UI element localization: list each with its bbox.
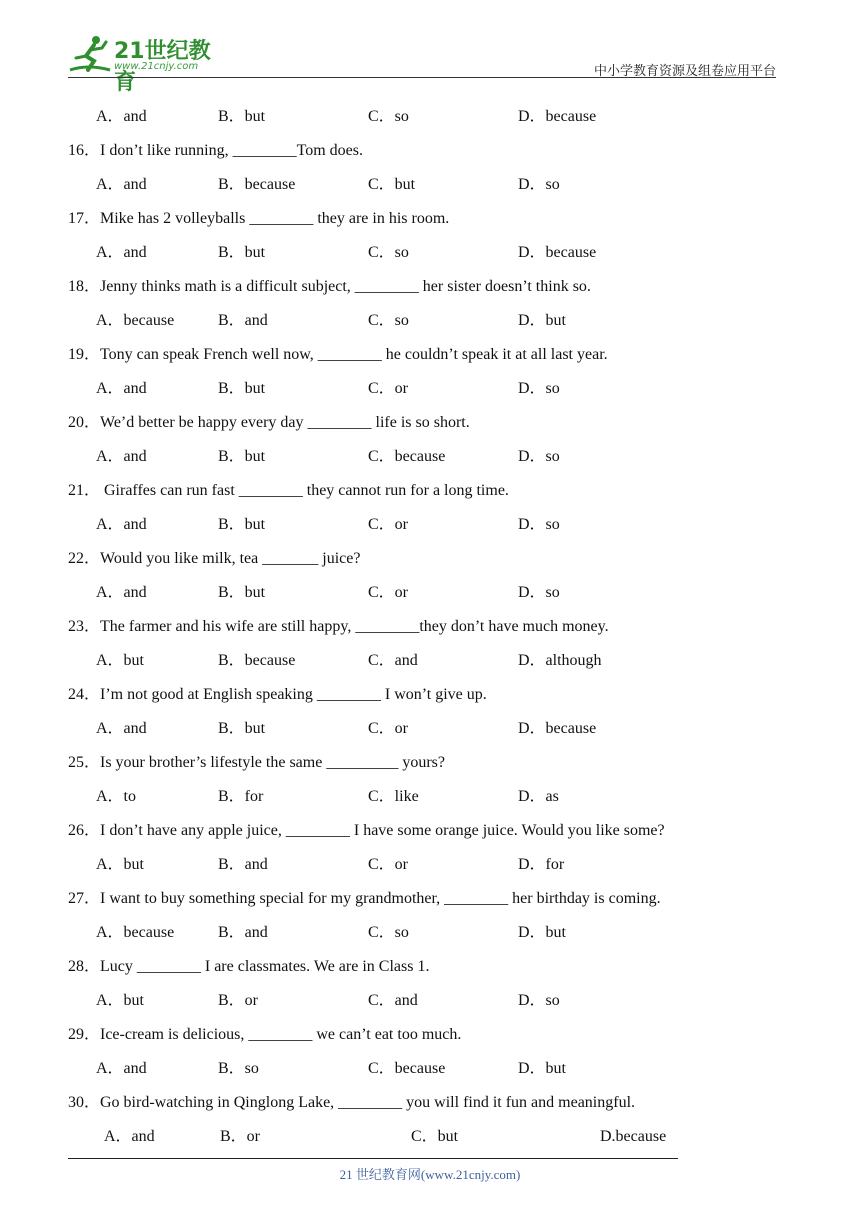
header-platform-text: 中小学教育资源及组卷应用平台	[593, 64, 776, 79]
option-a: A．and	[96, 584, 147, 601]
option-a: A．and	[96, 516, 147, 533]
option-d: D．because	[518, 108, 597, 125]
option-c: C．like	[368, 788, 419, 805]
option-d: D．but	[518, 1060, 567, 1077]
option-b: B．but	[218, 448, 266, 465]
option-a: A．and	[96, 108, 147, 125]
option-a: A．to	[96, 788, 137, 805]
option-a: A．because	[96, 924, 175, 941]
question-text: 23．The farmer and his wife are still happy, ________they don’t have much money.	[68, 618, 609, 635]
option-a: A．but	[96, 856, 145, 873]
question-text: 27．I want to buy something special for my grandmother, ________ her birthday is coming.	[68, 890, 661, 907]
option-b: B．or	[218, 992, 259, 1009]
header-divider	[68, 77, 776, 78]
question-text: 28．Lucy ________ I are classmates. We are in Class 1.	[68, 958, 430, 975]
question-text: 20．We’d better be happy every day ________ life is so short.	[68, 414, 470, 431]
options-row	[68, 1120, 788, 1154]
option-c: C．because	[368, 448, 446, 465]
options-row	[68, 848, 788, 882]
options-row	[68, 780, 788, 814]
options-row	[68, 984, 788, 1018]
question-text: 24．I’m not good at English speaking ________ I won’t give up.	[68, 686, 487, 703]
option-b: B．because	[218, 652, 296, 669]
option-d: D．because	[518, 720, 597, 737]
option-a: A．and	[96, 176, 147, 193]
option-a: A．and	[96, 1060, 147, 1077]
option-b: B．for	[218, 788, 264, 805]
runner-logo-icon	[66, 34, 112, 78]
option-c: C．or	[368, 720, 409, 737]
question-text: 30．Go bird-watching in Qinglong Lake, ________ you will find it fun and meaningful.	[68, 1094, 636, 1111]
option-c: C．so	[368, 924, 409, 941]
option-c: C．or	[368, 584, 409, 601]
option-c: C．but	[411, 1128, 459, 1145]
option-b: B．and	[218, 856, 268, 873]
logo-text: 21世纪教育	[114, 39, 211, 95]
option-d: D．so	[518, 516, 560, 533]
options-row	[68, 1052, 788, 1086]
option-b: B．but	[218, 108, 266, 125]
option-d: D．but	[518, 924, 567, 941]
options-row	[68, 304, 788, 338]
options-row	[68, 100, 788, 134]
option-c: C．or	[368, 380, 409, 397]
option-c: C．and	[368, 992, 418, 1009]
option-a: A．and	[96, 244, 147, 261]
option-c: C．or	[368, 516, 409, 533]
footer-divider	[68, 1158, 678, 1159]
option-b: B．because	[218, 176, 296, 193]
option-b: B．and	[218, 924, 268, 941]
options-row	[68, 168, 788, 202]
question-text: 26．I don’t have any apple juice, ________ I have some orange juice. Would you like some?	[68, 822, 665, 839]
question-text: 25．Is your brother’s lifestyle the same _________ yours?	[68, 754, 445, 771]
question-text: 17．Mike has 2 volleyballs ________ they are in his room.	[68, 210, 450, 227]
option-b: B．but	[218, 720, 266, 737]
logo-url: www.21cnjy.com	[114, 61, 199, 72]
option-a: A．and	[96, 380, 147, 397]
option-b: B．but	[218, 244, 266, 261]
option-a: A．because	[96, 312, 175, 329]
question-text: 22．Would you like milk, tea _______ juice?	[68, 550, 361, 567]
option-a: A．and	[104, 1128, 155, 1145]
options-row	[68, 508, 788, 542]
question-text: 29．Ice-cream is delicious, ________ we can’t eat too much.	[68, 1026, 462, 1043]
option-d: D．because	[518, 244, 597, 261]
option-c: C．but	[368, 176, 416, 193]
options-row	[68, 576, 788, 610]
option-c: C．so	[368, 108, 409, 125]
option-a: A．and	[96, 720, 147, 737]
question-text: 16．I don’t like running, ________Tom does.	[68, 142, 364, 159]
question-text: 19．Tony can speak French well now, ________ he couldn’t speak it at all last year.	[68, 346, 608, 363]
option-c: C．or	[368, 856, 409, 873]
option-a: A．but	[96, 992, 145, 1009]
option-d: D．so	[518, 380, 560, 397]
option-d: D．although	[518, 652, 602, 669]
option-c: C．and	[368, 652, 418, 669]
option-d: D．but	[518, 312, 567, 329]
options-row	[68, 372, 788, 406]
options-row	[68, 644, 788, 678]
options-row	[68, 916, 788, 950]
option-d: D．so	[518, 176, 560, 193]
option-d: D．so	[518, 584, 560, 601]
option-a: A．but	[96, 652, 145, 669]
option-b: B．but	[218, 380, 266, 397]
option-d: D．for	[518, 856, 565, 873]
option-b: B．and	[218, 312, 268, 329]
option-c: C．so	[368, 312, 409, 329]
options-row	[68, 712, 788, 746]
option-c: C．because	[368, 1060, 446, 1077]
footer-text: 21 世纪教育网(www.21cnjy.com)	[339, 1167, 521, 1182]
question-list	[68, 100, 788, 1154]
option-c: C．so	[368, 244, 409, 261]
question-text: 18．Jenny thinks math is a difficult subject, ________ her sister doesn’t think so.	[68, 278, 591, 295]
option-d: D．so	[518, 448, 560, 465]
option-a: A．and	[96, 448, 147, 465]
option-b: B．so	[218, 1060, 259, 1077]
option-d: D．as	[518, 788, 559, 805]
options-row	[68, 236, 788, 270]
option-b: B．but	[218, 516, 266, 533]
options-row	[68, 440, 788, 474]
option-d: D.because	[600, 1128, 667, 1145]
page-header	[0, 0, 860, 95]
option-d: D．so	[518, 992, 560, 1009]
option-b: B．or	[220, 1128, 261, 1145]
question-text: 21． Giraffes can run fast ________ they cannot run for a long time.	[68, 482, 509, 499]
logo	[66, 34, 226, 95]
option-b: B．but	[218, 584, 266, 601]
